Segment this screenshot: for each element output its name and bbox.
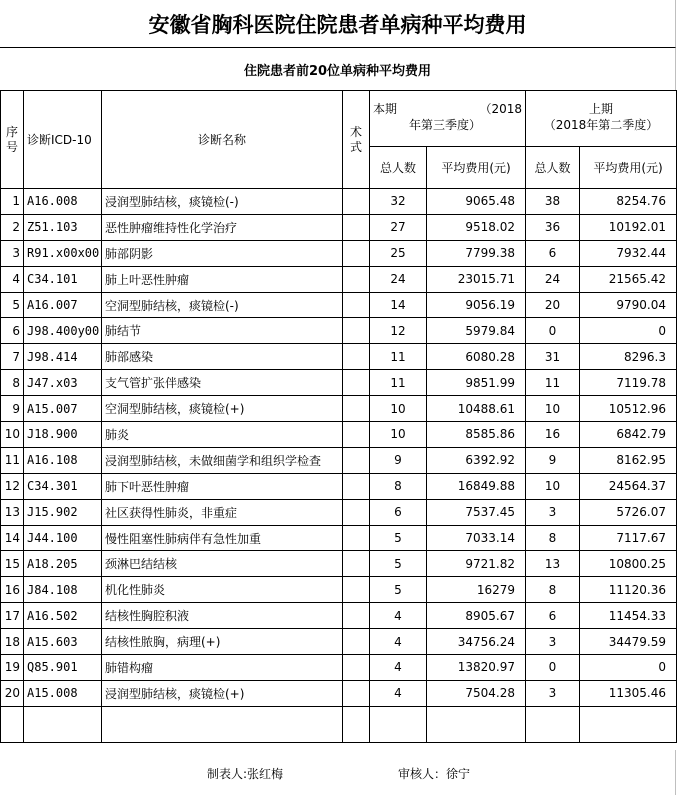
cell-icd: J98.414: [24, 344, 102, 370]
cell-diagnosis-name: 肺上叶恶性肿瘤: [102, 266, 343, 292]
cell-previous-avg: 10800.25: [580, 551, 677, 577]
cell-seq: 10: [1, 422, 24, 448]
cell-diagnosis-name: 肺炎: [102, 422, 343, 448]
cell-current-avg: 5979.84: [427, 318, 526, 344]
cell-icd: A16.502: [24, 603, 102, 629]
previous-period-label: 上期: [589, 102, 614, 116]
table-row: [1, 577, 677, 603]
table-row: [1, 499, 677, 525]
cell-diagnosis-name: 肺部阴影: [102, 240, 343, 266]
cell-icd: J18.900: [24, 422, 102, 448]
cell-icd: J47.x03: [24, 370, 102, 396]
header-diagnosis-name: 诊断名称: [102, 91, 343, 189]
table-subtitle: 住院患者前20位单病种平均费用: [0, 48, 676, 91]
cell-current-count: 24: [370, 266, 427, 292]
cell-surgery: [343, 680, 370, 706]
cell-previous-count: 31: [526, 344, 580, 370]
table-row: [1, 422, 677, 448]
cell-seq: 9: [1, 396, 24, 422]
cell-previous-avg: 8162.95: [580, 447, 677, 473]
cell-previous-count: 6: [526, 240, 580, 266]
cell-diagnosis-name: 支气管扩张伴感染: [102, 370, 343, 396]
cell-current-avg: 9851.99: [427, 370, 526, 396]
cell-surgery: [343, 422, 370, 448]
cell-icd: R91.x00x00: [24, 240, 102, 266]
table-row: [1, 292, 677, 318]
cell-current-avg: 16279: [427, 577, 526, 603]
cell-current-avg: 6392.92: [427, 447, 526, 473]
cell-diagnosis-name: 浸润型肺结核，痰镜检(-): [102, 189, 343, 215]
header-previous-period: [526, 91, 677, 147]
cell-previous-avg: 0: [580, 655, 677, 681]
cell-surgery: [343, 318, 370, 344]
cell-surgery: [343, 629, 370, 655]
header-icd: 诊断ICD-10: [24, 91, 102, 189]
cell-icd: J84.108: [24, 577, 102, 603]
header-current-period: [370, 91, 526, 147]
cell-surgery: [343, 551, 370, 577]
cell-current-avg: 9721.82: [427, 551, 526, 577]
cell-previous-count: 8: [526, 525, 580, 551]
cell-surgery: [343, 577, 370, 603]
table-row: [1, 603, 677, 629]
blank-cell: [580, 706, 677, 742]
cell-icd: A15.007: [24, 396, 102, 422]
cell-diagnosis-name: 肺部感染: [102, 344, 343, 370]
current-period-quarter: 年第三季度）: [409, 118, 482, 132]
cell-current-count: 9: [370, 447, 427, 473]
cell-surgery: [343, 603, 370, 629]
table-row: [1, 629, 677, 655]
table-row: [1, 680, 677, 706]
cell-previous-avg: 6842.79: [580, 422, 677, 448]
cell-current-count: 4: [370, 603, 427, 629]
cell-current-avg: 34756.24: [427, 629, 526, 655]
cell-previous-count: 10: [526, 473, 580, 499]
cell-previous-avg: 24564.37: [580, 473, 677, 499]
cell-surgery: [343, 189, 370, 215]
header-current-avg: 平均费用(元): [427, 147, 526, 189]
current-period-label: 本期: [373, 102, 398, 116]
cell-surgery: [343, 214, 370, 240]
cell-previous-avg: 11120.36: [580, 577, 677, 603]
cell-icd: C34.301: [24, 473, 102, 499]
cell-icd: J98.400y00: [24, 318, 102, 344]
table-row: [1, 551, 677, 577]
cell-previous-count: 38: [526, 189, 580, 215]
cell-surgery: [343, 240, 370, 266]
cell-icd: J15.902: [24, 499, 102, 525]
cell-previous-avg: 5726.07: [580, 499, 677, 525]
table-row: [1, 266, 677, 292]
cell-previous-avg: 7117.67: [580, 525, 677, 551]
table-row: [1, 655, 677, 681]
cost-table: [0, 90, 677, 743]
cell-diagnosis-name: 慢性阻塞性肺病伴有急性加重: [102, 525, 343, 551]
cell-previous-count: 3: [526, 680, 580, 706]
table-row: [1, 473, 677, 499]
cell-icd: J44.100: [24, 525, 102, 551]
cell-diagnosis-name: 肺下叶恶性肿瘤: [102, 473, 343, 499]
cell-previous-count: 20: [526, 292, 580, 318]
cell-seq: 18: [1, 629, 24, 655]
cell-current-count: 27: [370, 214, 427, 240]
cell-previous-count: 10: [526, 396, 580, 422]
cell-current-avg: 23015.71: [427, 266, 526, 292]
cell-icd: A15.008: [24, 680, 102, 706]
cell-seq: 15: [1, 551, 24, 577]
cell-previous-avg: 7119.78: [580, 370, 677, 396]
cell-seq: 4: [1, 266, 24, 292]
header-current-count: 总人数: [370, 147, 427, 189]
prepared-by: 制表人:张红梅: [207, 767, 284, 781]
cell-previous-count: 3: [526, 499, 580, 525]
cell-current-count: 5: [370, 551, 427, 577]
table-row: [1, 396, 677, 422]
blank-cell: [1, 706, 24, 742]
cell-icd: A18.205: [24, 551, 102, 577]
cell-diagnosis-name: 肺结节: [102, 318, 343, 344]
cell-current-avg: 7504.28: [427, 680, 526, 706]
cell-current-count: 4: [370, 655, 427, 681]
cell-surgery: [343, 292, 370, 318]
cell-diagnosis-name: 结核性胸腔积液: [102, 603, 343, 629]
cell-previous-avg: 10192.01: [580, 214, 677, 240]
cell-previous-count: 9: [526, 447, 580, 473]
table-row: [1, 447, 677, 473]
cell-current-avg: 16849.88: [427, 473, 526, 499]
cell-seq: 17: [1, 603, 24, 629]
cell-seq: 8: [1, 370, 24, 396]
cell-current-avg: 9056.19: [427, 292, 526, 318]
cell-surgery: [343, 655, 370, 681]
cell-previous-avg: 11454.33: [580, 603, 677, 629]
cell-seq: 20: [1, 680, 24, 706]
cell-icd: A16.008: [24, 189, 102, 215]
blank-cell: [526, 706, 580, 742]
blank-cell: [343, 706, 370, 742]
reviewed-by: 审核人：徐宁: [398, 767, 471, 781]
cell-previous-avg: 9790.04: [580, 292, 677, 318]
cell-previous-avg: 0: [580, 318, 677, 344]
cell-current-count: 6: [370, 499, 427, 525]
cell-diagnosis-name: 社区获得性肺炎，非重症: [102, 499, 343, 525]
cell-current-count: 5: [370, 525, 427, 551]
cell-current-avg: 8585.86: [427, 422, 526, 448]
cell-current-count: 32: [370, 189, 427, 215]
current-period-year: （2018: [479, 102, 522, 116]
cell-current-avg: 13820.97: [427, 655, 526, 681]
cell-seq: 16: [1, 577, 24, 603]
cell-current-avg: 6080.28: [427, 344, 526, 370]
cell-diagnosis-name: 肺错构瘤: [102, 655, 343, 681]
cell-seq: 13: [1, 499, 24, 525]
cell-seq: 3: [1, 240, 24, 266]
cell-diagnosis-name: 空洞型肺结核，痰镜检(+): [102, 396, 343, 422]
cell-previous-count: 3: [526, 629, 580, 655]
header-row-1: [1, 91, 677, 147]
cell-current-avg: 7799.38: [427, 240, 526, 266]
cell-icd: A16.108: [24, 447, 102, 473]
cell-seq: 6: [1, 318, 24, 344]
cell-current-avg: 9518.02: [427, 214, 526, 240]
blank-cell: [102, 706, 343, 742]
cell-previous-avg: 8296.3: [580, 344, 677, 370]
cell-current-count: 11: [370, 344, 427, 370]
cell-current-count: 25: [370, 240, 427, 266]
cell-current-count: 10: [370, 396, 427, 422]
cell-current-avg: 9065.48: [427, 189, 526, 215]
cell-seq: 14: [1, 525, 24, 551]
cell-previous-avg: 11305.46: [580, 680, 677, 706]
cell-previous-count: 24: [526, 266, 580, 292]
cell-seq: 1: [1, 189, 24, 215]
cell-surgery: [343, 447, 370, 473]
cell-current-count: 4: [370, 629, 427, 655]
cell-previous-avg: 34479.59: [580, 629, 677, 655]
cell-surgery: [343, 266, 370, 292]
cell-surgery: [343, 499, 370, 525]
header-seq: 序 号: [1, 91, 24, 189]
cell-current-avg: 10488.61: [427, 396, 526, 422]
cell-previous-avg: 10512.96: [580, 396, 677, 422]
blank-cell: [427, 706, 526, 742]
cell-seq: 12: [1, 473, 24, 499]
cell-seq: 2: [1, 214, 24, 240]
cell-icd: Z51.103: [24, 214, 102, 240]
cell-previous-count: 6: [526, 603, 580, 629]
cell-diagnosis-name: 颈淋巴结结核: [102, 551, 343, 577]
cell-previous-count: 0: [526, 655, 580, 681]
cell-current-count: 14: [370, 292, 427, 318]
cell-icd: C34.101: [24, 266, 102, 292]
cell-surgery: [343, 396, 370, 422]
cell-icd: A16.007: [24, 292, 102, 318]
cell-current-count: 4: [370, 680, 427, 706]
table-row: [1, 525, 677, 551]
cell-surgery: [343, 344, 370, 370]
cell-surgery: [343, 370, 370, 396]
table-row: [1, 344, 677, 370]
blank-cell: [370, 706, 427, 742]
cell-current-count: 8: [370, 473, 427, 499]
page-title: 安徽省胸科医院住院患者单病种平均费用: [0, 0, 676, 48]
cell-diagnosis-name: 浸润型肺结核，未做细菌学和组织学检查: [102, 447, 343, 473]
cell-diagnosis-name: 结核性脓胸，病理(+): [102, 629, 343, 655]
cell-previous-count: 11: [526, 370, 580, 396]
cell-diagnosis-name: 浸润型肺结核，痰镜检(+): [102, 680, 343, 706]
cell-seq: 5: [1, 292, 24, 318]
cell-previous-count: 0: [526, 318, 580, 344]
table-row: [1, 189, 677, 215]
cell-seq: 7: [1, 344, 24, 370]
table-row: [1, 370, 677, 396]
cell-diagnosis-name: 空洞型肺结核，痰镜检(-): [102, 292, 343, 318]
header-previous-count: 总人数: [526, 147, 580, 189]
cell-previous-avg: 7932.44: [580, 240, 677, 266]
cell-surgery: [343, 473, 370, 499]
cell-previous-avg: 8254.76: [580, 189, 677, 215]
cell-surgery: [343, 525, 370, 551]
cell-previous-count: 16: [526, 422, 580, 448]
cell-icd: A15.603: [24, 629, 102, 655]
cell-previous-avg: 21565.42: [580, 266, 677, 292]
cell-icd: Q85.901: [24, 655, 102, 681]
cell-current-count: 5: [370, 577, 427, 603]
cell-previous-count: 13: [526, 551, 580, 577]
cell-seq: 11: [1, 447, 24, 473]
cell-current-count: 10: [370, 422, 427, 448]
blank-cell: [24, 706, 102, 742]
cell-seq: 19: [1, 655, 24, 681]
cell-current-avg: 7033.14: [427, 525, 526, 551]
cell-current-avg: 7537.45: [427, 499, 526, 525]
cell-previous-count: 36: [526, 214, 580, 240]
cell-diagnosis-name: 机化性肺炎: [102, 577, 343, 603]
cell-current-avg: 8905.67: [427, 603, 526, 629]
cell-previous-count: 8: [526, 577, 580, 603]
blank-row: [1, 706, 677, 742]
cell-current-count: 11: [370, 370, 427, 396]
cell-current-count: 12: [370, 318, 427, 344]
cell-diagnosis-name: 恶性肿瘤维持性化学治疗: [102, 214, 343, 240]
previous-period-range: （2018年第二季度）: [543, 118, 659, 132]
header-surgery: 术 式: [343, 91, 370, 189]
table-row: [1, 240, 677, 266]
table-row: [1, 318, 677, 344]
table-row: [1, 214, 677, 240]
header-previous-avg: 平均费用(元): [580, 147, 677, 189]
signature-area: [0, 750, 676, 795]
